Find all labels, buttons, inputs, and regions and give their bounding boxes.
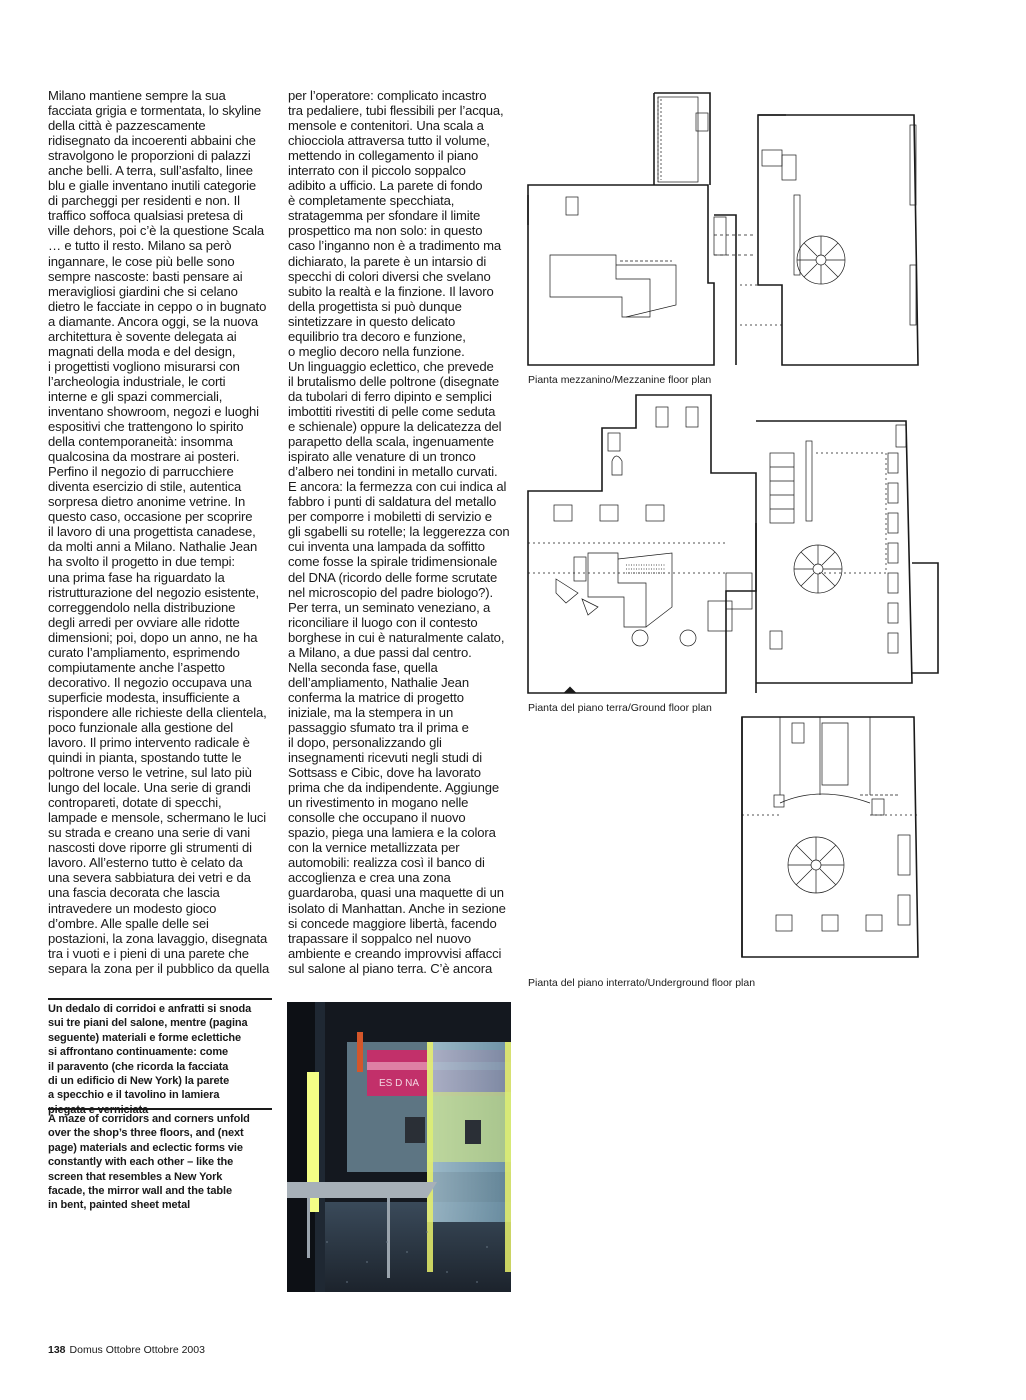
page-folio	[48, 1344, 205, 1357]
photo-sign-text: ES D NA	[379, 1078, 420, 1089]
body-paragraph: Milano mantiene sempre la sua facciata grigia e tormentata, lo skyline della città è pazzescamente ridisegnato da incoerenti abbaini che stravolgono le proporzioni di palazzi anche belli. A terra, sull’asfalto, linee blu e gialle inventano inutili categorie di parcheggi per residenti e non. Il traffico soffoca qualsiasi pretesa di ville dehors, poi c’è la questione Scala … e tutto il resto. Milano sa però ingannare, le cose più belle sono sempre nascoste: basti pensare ai meravigliosi giardini che si celano dietro le facciate in ceppo o in bugnato a diamante. Ancora oggi, se la nuova architettura è sovente delegata ai magnati della moda e del design, i progettisti vogliono misurarsi con l’archeologia industriale, le corti interne e gli spazi commerciali, inventano showroom, negozi e luoghi espositivi che trattengono lo spirito della contemporaneità: insomma qualcosina da mostrare ai posteri. Perfino il negozio di parrucchiere diventa esercizio di stile, autentica sorpresa dietro anonime vetrine. In questo caso, occasione per scoprire il lavoro di una progettista canadese, da molti anni a Milano. Nathalie Jean ha svolto il progetto in due tempi: una prima fase ha riguardato la ristrutturazione del negozio esistente, correggendolo nella distribuzione degli arredi per ovviare alle ridotte dimensioni; poi, dopo un anno, ne ha curato l’ampliamento, esprimendo compiutamente anche l’aspetto decorativo. Il negozio occupava una superficie modesta, insufficiente a rispondere alle richieste della clientela, poco funzionale alla gestione del lavoro. Il primo intervento radicale è quindi in pianta, spostando tutte le poltrone verso le vetrine, sul lato più lungo del locale. Una serie di grandi contropareti, dotate di specchi, lampade e mensole, schermano le luci su strada e creano una serie di vani nascosti dove riporre gli strumenti di lavoro. All’esterno tutto è celato da una severa sabbiatura dei vetri e da una fascia decorata che lascia intravedere un modesto gioco d’ombre. Alle spalle delle sei postazioni, la zona lavaggio, disegnata tra i vuoti e i pieni di una parete che separa la zona per il pubblico da quella	[48, 88, 270, 976]
salon-interior-photo	[287, 1002, 511, 1292]
publication-name: Domus Ottobre Ottobre 2003	[69, 1344, 205, 1356]
underground-floor-plan	[740, 715, 940, 975]
body-paragraph: per l’operatore: complicato incastro tra pedaliere, tubi flessibili per l’acqua, mensole e contenitori. Una scala a chiocciola attraversa tutto il volume, mettendo in collegamento il piano interrato con il piccolo soppalco adibito a ufficio. La parete di fondo è completamente specchiata, stratagemma per sfondare il limite prospettico ma non solo: in questo caso l’inganno non è a tradimento ma dichiarato, la parete è un intarsio di specchi di colori diversi che svelano subito la realtà e la finzione. Il lavoro della progettista si può dunque sintetizzare in questo delicato equilibrio tra decoro e funzione, o meglio decoro nella funzione. Un linguaggio eclettico, che prevede il brutalismo delle poltrone (disegnate da tubolari di ferro dipinto e semplici imbottiti rivestiti di pelle come seduta e schienale) oppure la delicatezza del parapetto della scala, ingenuamente ispirato alle venature di un tronco d’albero nei tondini in metallo curvati. E ancora: la fermezza con cui indica al fabbro i punti di saldatura del metallo per comporre i mobiletti di servizio e gli sgabelli su rotelle; la leggerezza con cui inventa una lampada da soffitto come fosse la spirale tridimensionale del DNA (ricordo delle forme scrutate nel microscopio del padre biologo?). Per terra, un seminato veneziano, a riconciliare il luogo con il contesto borghese in cui è naturalmente calato, a Milano, a due passi dal centro. Nella seconda fase, quella dell’ampliamento, Nathalie Jean conferma la matrice di progetto iniziale, ma la stempera in un passaggio sfumato tra il prima e il dopo, personalizzando gli insegnamenti ricevuti negli studi di Sottsass e Cibic, dove ha lavorato prima che da indipendente. Aggiunge un rivestimento in mogano nelle consolle che occupano il nuovo spazio, piega una lamiera e la colora con la vernice metallizzata per automobili: realizza così il banco di accoglienza e crea una zona guardaroba, quasi una maquette di un isolato di Manhattan. Anche in sezione si concede maggiore libertà, facendo trapassare il soppalco nel nuovo ambiente e creando improvvisi affacci sul salone al piano terra. C’è ancora	[288, 88, 510, 976]
mezzanine-floor-plan	[526, 85, 936, 370]
caption-text: A maze of corridors and corners unfold over the shop’s three floors, and (next page) materials and eclectic forms vie constantly with each other – like the screen that resembles a New York facade, the mirror wall and the table in bent, painted sheet metal	[48, 1113, 250, 1212]
ground-floor-plan	[526, 393, 946, 698]
body-text-column-2	[288, 88, 518, 976]
page-number: 138	[48, 1344, 66, 1356]
ground-plan-caption: Pianta del piano terra/Ground floor plan	[528, 702, 712, 714]
caption-text: Un dedalo di corridoi e anfratti si snoda sui tre piani del salone, mentre (pagina seguente) materiali e forme eclettiche si affrontano continuamente: come il paravento (che ricorda la facciata di un edificio di New York) la parete a specchio e il tavolino in lamiera piegata e verniciata	[48, 1003, 252, 1116]
photo-caption-italian	[48, 998, 272, 1117]
mezzanine-plan-caption: Pianta mezzanino/Mezzanine floor plan	[528, 374, 712, 386]
photo-caption-english	[48, 1108, 272, 1213]
underground-plan-caption: Pianta del piano interrato/Underground floor plan	[528, 977, 756, 989]
body-text-column-1	[48, 88, 278, 976]
